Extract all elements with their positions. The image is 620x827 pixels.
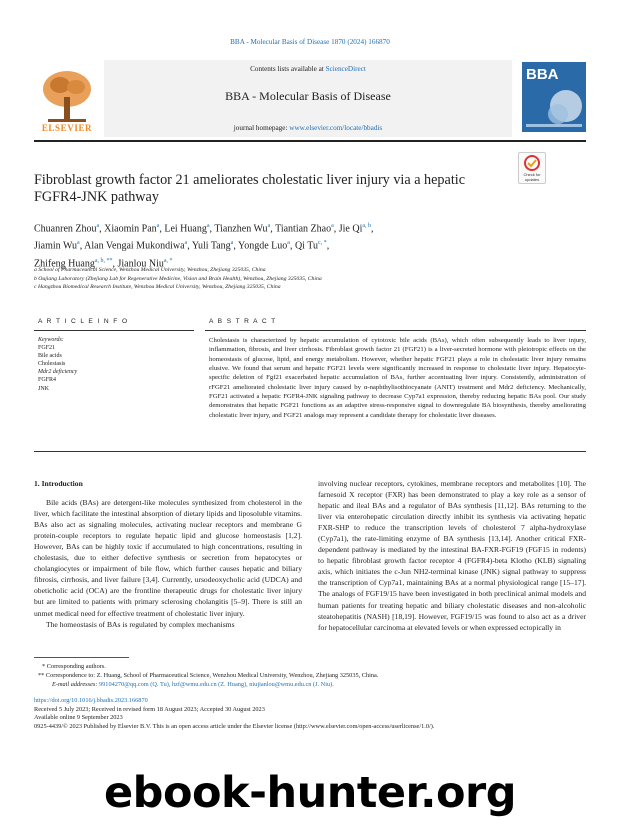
author-name[interactable]: Jie Qi bbox=[338, 223, 363, 235]
abstract-heading: A B S T R A C T bbox=[209, 318, 277, 325]
contents-prefix: Contents lists available at bbox=[250, 65, 326, 73]
author-name[interactable]: Zhifeng Huang bbox=[34, 257, 95, 269]
author-affiliation-marker[interactable]: a bbox=[287, 240, 290, 247]
author-affiliation-marker[interactable]: a bbox=[206, 223, 210, 229]
license-line: 0925-4439/© 2023 Published by Elsevier B.V. This is an open access article under the Elsevier license (http://www.elsevier.com/open-access/userlicense/1.0/). bbox=[34, 723, 435, 731]
author-list bbox=[34, 219, 504, 271]
author-affiliation-marker[interactable]: a, b bbox=[362, 223, 372, 229]
footnote-corresponding: * Corresponding authors. bbox=[42, 663, 106, 670]
body-column-right: involving nuclear receptors, cytokines, membrane receptors and metabolites [10]. The farnesoid X receptor (FXR) has been demonstrated to play a key role as a sensor of hepatic and ileal BAs and a regulator of BAs synthesis [11,12]. BAs returning to the liver via enterohepatic circulation directly inhibit its synthesis via activating hepatic FXR-SHP to reduce the transcription levels of cholesterol 7 alpha-hydroxylase (Cyp7a1), the rate-limiting enzyme of BA synthesis [13,14]. Another critical FXR-dependent pathway is mediated by the intestinal BA-FXR-FGF19 (FGF15 in rodents) to hepatic fibroblast growth factor receptor 4 (FGFR4)-beta Klotho (KLB) signaling axis, which initiates the c-Jun NH2-terminal kinase (JNK) signal pathway to suppress the transcription of Cyp7a1, maintaining BAs at a normal physiological range [15–17]. The analogs of FGF19/15 have been investigated in both preclinical animal models and human patients for treating hepatic and biliary cholestatic diseases and non-alcoholic steatohepatitis (NASH) [18,19]. However, FGF19/15 was found to also act as a driver for hepatocellular carcinoma at elevated levels or when expressed ectopically in bbox=[318, 479, 586, 632]
author-line-2: Jiamin Wu$^a$, Alan Vengai Mukondiwa$^a$, Yuli Tang$^a$, Yongde Luo$^a$, Qi $Tu^{c, *}$, bbox=[34, 240, 330, 252]
author-affiliation-marker[interactable]: a bbox=[267, 223, 271, 229]
elsevier-wordmark: ELSEVIER bbox=[41, 123, 93, 133]
article-info-heading: A R T I C L E I N F O bbox=[38, 318, 129, 325]
intro-paragraph-1: Bile acids (BAs) are detergent-like molecules synthesized from cholesterol in the liver, which facilitate the intestinal absorption of dietary lipids and liposoluble vitamins. BAs also act as signaling molecules, activating nuclear receptors and membrane G protein-couple receptors to regulate hepatic lipid and glucose homeostasis [1,2]. However, BAs can be highly toxic if accumulated to high concentrations, resulting in cholestasis, due to either defective synthesis or secretion from hepatocytes or cholangiocytes or impairment of bile flow, which further causes hepatic and biliary fibrosis, cirrhosis, and liver failure [3,4]. Currently, ursodeoxycholic acid (UDCA) and obeticholic acid (OCA) are the frontline therapeutic drugs for cholestatic liver injury but are limited to patients with primary sclerosing cholangitis [5–9]. There is still an unmet medical need for effective treatment of cholestatic liver injury. bbox=[34, 498, 302, 618]
author-affiliation-marker[interactable]: a bbox=[96, 223, 100, 229]
author-line-1: Chuanren Zhou$^a$, Xiaomin Pan$^a$, Lei Huang$^a$, Tianzhen Wu$^a$, Tiantian Zhao$^a$, Jie Qi$^{a, b}$, bbox=[34, 223, 374, 235]
homepage-prefix: journal homepage: bbox=[233, 124, 290, 132]
keywords-block bbox=[38, 336, 188, 393]
keyword: FGF21 bbox=[38, 345, 56, 352]
cover-art-icon bbox=[522, 62, 586, 132]
received-dates: Received 5 July 2023; Received in revised form 18 August 2023; Accepted 30 August 2023 bbox=[34, 705, 265, 713]
footnote-correspondence: ** Correspondence to: Z. Huang, School of Pharmaceutical Science, Wenzhou Medical University, Wenzhou, Zhejiang 325035, China. bbox=[38, 672, 379, 679]
check-for-updates-badge[interactable] bbox=[518, 152, 546, 184]
header-rule bbox=[34, 140, 586, 142]
abstract-text: Cholestasis is characterized by hepatic accumulation of cytotoxic bile acids (BAs), which often subsequently leads to liver injury, inflammation, fibrosis, and liver cirrhosis. Fibroblast growth factor 21 (FGF21) is a liver-secreted hormone with pleiotropic effects on the homeostasis of glucose, lipid, and energy metabolism. However, whether hepatic FGF21 plays a role in cholestatic liver injury remains elusive. We found that serum and hepatic FGF21 levels were significantly increased in response to cholestatic liver injury. Hepatocyte-specific deletion of Fgf21 exacerbated hepatic accumulation of BAs, further accentuating liver injury. Consistently, administration of rFGF21 ameliorated cholestatic liver injury caused by α-naphthylisothiocyanate (ANIT) treatment and Mdr2 deficiency. Mechanically, FGF21 activated a hepatic FGFR4-JNK signaling pathway to decrease Cyp7a1 expression, thereby reducing hepatic BAs pool. Our study demonstrates that hepatic FGF21 functions as an adaptive stress-responsive signal to downregulate BA biosynthesis, thereby ameliorating cholestatic liver injury, and FGF21 analogs may represent a candidate therapy for cholestatic liver diseases. bbox=[209, 337, 586, 419]
author-name[interactable]: Tianzhen Wu bbox=[214, 223, 268, 235]
author-name[interactable]: Lei Huang bbox=[164, 223, 207, 235]
journal-homepage bbox=[104, 124, 512, 132]
author-affiliation-marker[interactable]: a bbox=[331, 223, 334, 229]
journal-title: BBA - Molecular Basis of Disease bbox=[225, 89, 391, 103]
affiliations bbox=[34, 266, 594, 292]
keyword: FGFR4 bbox=[38, 377, 57, 384]
abstract-bottom-rule bbox=[34, 451, 586, 452]
article-info-rule bbox=[34, 330, 194, 331]
watermark-banner: ebook-hunter.org bbox=[0, 760, 620, 827]
footnote-rule bbox=[34, 657, 129, 658]
author-affiliation-marker[interactable]: a bbox=[230, 240, 234, 247]
check-for-updates-icon bbox=[519, 153, 545, 173]
affiliation-c: c Hangzhou Biomedical Research Institute, Wenzhou Medical University, Wenzhou, Zhejiang 325035, China bbox=[34, 284, 281, 291]
affiliation-b: b Oujiang Laboratory (Zhejiang Lab for Regenerative Medicine, Vision and Brain Health), Wenzhou, Zhejiang 325035, China bbox=[34, 275, 322, 282]
keywords-label: Keywords: bbox=[38, 337, 64, 343]
introduction-heading: 1. Introduction bbox=[34, 479, 83, 488]
check-for-updates-label: Check for updates bbox=[523, 172, 541, 182]
journal-cover-thumbnail bbox=[522, 62, 586, 132]
author-affiliation-marker[interactable]: a bbox=[77, 240, 80, 247]
keyword: Bile acids bbox=[38, 353, 62, 360]
footnotes bbox=[34, 662, 594, 689]
article-metadata bbox=[34, 697, 594, 732]
affiliation-a: a School of Pharmaceutical Science, Wenzhou Medical University, Wenzhou, Zhejiang 325035, China bbox=[34, 267, 266, 273]
contents-line bbox=[104, 65, 512, 73]
author-affiliation-marker[interactable]: a, * bbox=[163, 257, 173, 264]
author-name[interactable]: Qi Tu bbox=[294, 240, 319, 252]
author-name[interactable]: Tiantian Zhao bbox=[275, 223, 332, 235]
author-line-3: Zhifeng Huang$^{a, b, **}$, Jianlou Niu$^{a, *}$ bbox=[34, 257, 173, 269]
author-affiliation-marker[interactable]: a, b, ** bbox=[94, 257, 113, 264]
emails-label: E-mail addresses: bbox=[52, 681, 98, 688]
keyword: Cholestasis bbox=[38, 361, 66, 368]
available-online: Available online 9 September 2023 bbox=[34, 714, 123, 722]
author-name[interactable]: Yongde Luo bbox=[237, 240, 288, 252]
homepage-link[interactable]: www.elsevier.com/locate/bbadis bbox=[289, 124, 383, 132]
email-addresses[interactable]: 99104270@qq.com (Q. Tu), hzf@wmu.edu.cn (Z. Huang), niujianlou@wmu.edu.cn (J. Niu). bbox=[99, 681, 334, 688]
author-name[interactable]: Alan Vengai Mukondiwa bbox=[84, 240, 185, 252]
author-name[interactable]: Jianlou Niu bbox=[117, 257, 164, 269]
keyword: Mdr2 deficiency bbox=[38, 369, 78, 376]
abstract-rule bbox=[205, 330, 586, 331]
journal-reference[interactable]: BBA - Molecular Basis of Disease 1870 (2024) 166870 bbox=[230, 38, 390, 46]
author-name[interactable]: Chuanren Zhou bbox=[34, 223, 97, 235]
author-name[interactable]: Jiamin Wu bbox=[34, 240, 78, 252]
doi-link[interactable]: https://doi.org/10.1016/j.bbadis.2023.166870 bbox=[34, 697, 148, 704]
cover-label: BBA bbox=[526, 66, 559, 83]
author-name[interactable]: Xiaomin Pan bbox=[104, 223, 157, 235]
keyword: JNK bbox=[38, 385, 50, 392]
intro-paragraph-2: The homeostasis of BAs is regulated by complex mechanisms bbox=[46, 619, 235, 629]
sciencedirect-link[interactable]: ScienceDirect bbox=[325, 65, 366, 73]
body-column-left bbox=[34, 478, 302, 630]
author-affiliation-marker[interactable]: a bbox=[184, 240, 188, 247]
author-name[interactable]: Yuli Tang bbox=[191, 240, 231, 252]
author-affiliation-marker[interactable]: c, * bbox=[318, 240, 327, 247]
footnote-emails bbox=[34, 680, 594, 689]
article-title: Fibroblast growth factor 21 ameliorates cholestatic liver injury via a hepatic FGFR4-JNK pathway bbox=[34, 172, 466, 205]
author-affiliation-marker[interactable]: a bbox=[156, 223, 160, 229]
